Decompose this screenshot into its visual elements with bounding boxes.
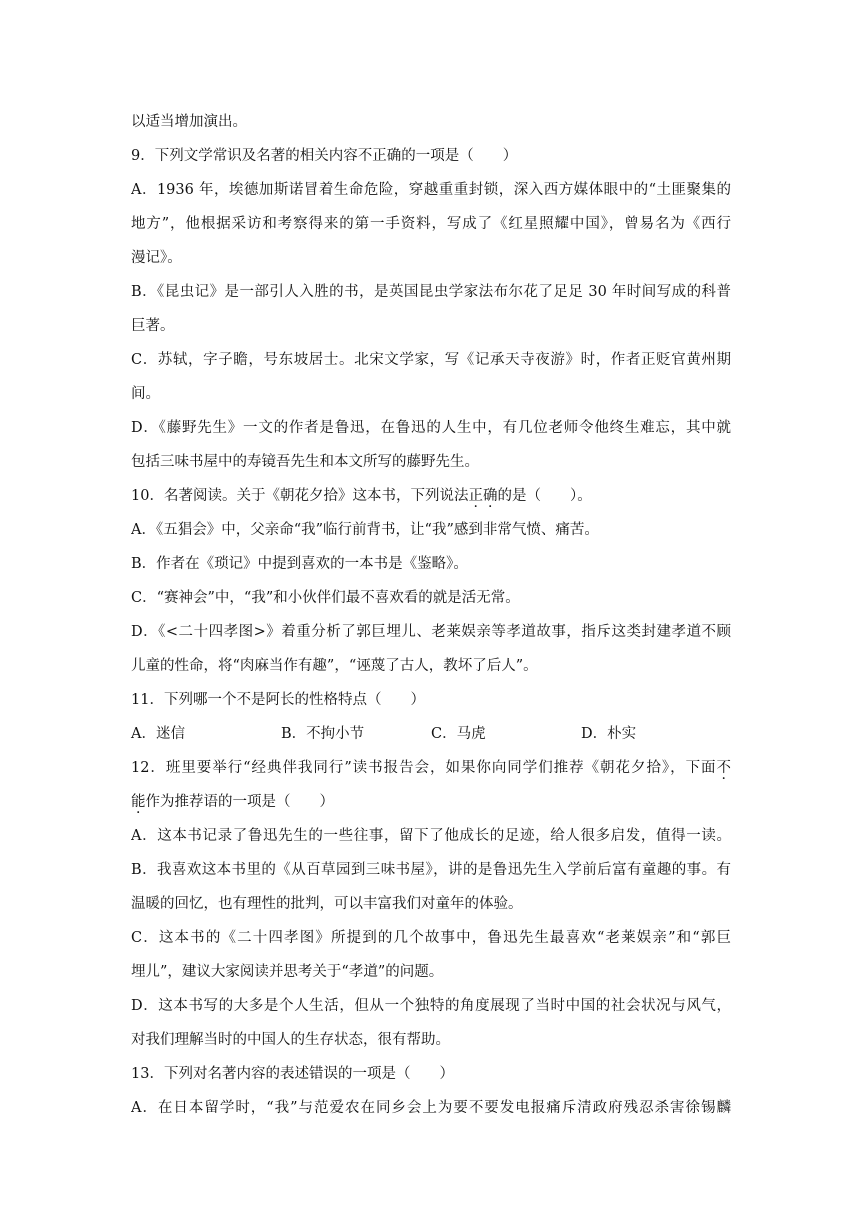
emphasis-dot-char: 不 xyxy=(716,760,731,776)
question-9-option-a: A．1936 年，埃德加斯诺冒着生命危险，穿越重重封锁，深入西方媒体眼中的“土匪聚集的 xyxy=(131,182,731,198)
question-13-option-a: A．在日本留学时，“我”与范爱农在同乡会上为要不要发电报痛斥清政府残忍杀害徐锡麟 xyxy=(131,1100,731,1116)
question-9-option-b-cont: 巨著。 xyxy=(131,318,175,334)
question-10-option-b: B．作者在《琐记》中提到喜欢的一本书是《鉴略》。 xyxy=(131,556,468,572)
question-10-option-c: C．“赛神会”中，“我”和小伙伴们最不喜欢看的就是活无常。 xyxy=(131,590,520,606)
exam-text xyxy=(131,105,731,1125)
emphasis-dot-char: 确 xyxy=(482,488,498,504)
question-12-option-c: C．这本书的《二十四孝图》所提到的几个故事中，鲁迅先生最喜欢“老莱娱亲”和“郭巨 xyxy=(131,930,731,946)
question-9-option-b: B．《昆虫记》是一部引人入胜的书，是英国昆虫学家法布尔花了足足 30 年时间写成的科普 xyxy=(131,284,731,300)
emphasis-dot-char: 正 xyxy=(468,488,483,504)
question-12-option-a: A．这本书记录了鲁迅先生的一些往事，留下了他成长的足迹，给人很多启发，值得一读。 xyxy=(131,828,731,844)
text-line: 以适当增加演出。 xyxy=(131,114,247,130)
emphasis-dot-char: 能 xyxy=(131,794,146,810)
question-11-option-a: A．迷信 xyxy=(131,726,185,742)
question-9-option-a-cont: 地方”，他根据采访和考察得来的第一手资料，写成了《红星照耀中国》，曾易名为《西行 xyxy=(131,216,731,232)
question-12-stem: 12．班里要举行“经典伴我同行”读书报告会，如果你向同学们推荐《朝花夕拾》，下面不 xyxy=(131,760,731,776)
question-11-option-d: D．朴实 xyxy=(581,726,637,742)
question-9-option-a-cont: 漫记》。 xyxy=(131,250,182,266)
question-11-stem: 11．下列哪一个不是阿长的性格特点（ ） xyxy=(131,692,425,708)
question-12-option-b: B．我喜欢这本书里的《从百草园到三味书屋》，讲的是鲁迅先生入学前后富有童趣的事。有 xyxy=(131,862,731,878)
question-10-option-d-cont: 儿童的性命，将“肉麻当作有趣”，“诬蔑了古人，教坏了后人”。 xyxy=(131,658,538,674)
question-9-option-d: D．《藤野先生》一文的作者是鲁迅，在鲁迅的人生中，有几位老师令他终生难忘，其中就 xyxy=(131,420,731,436)
question-9-option-d-cont: 包括三味书屋中的寿镜吾先生和本文所写的藤野先生。 xyxy=(131,454,479,470)
question-9-option-c-cont: 间。 xyxy=(131,386,160,402)
question-10-option-d: D．《<二十四孝图>》着重分析了郭巨埋儿、老莱娱亲等孝道故事，指斥这类封建孝道不顾 xyxy=(131,624,731,640)
question-12-option-b-cont: 温暖的回忆，也有理性的批判，可以丰富我们对童年的体验。 xyxy=(131,896,523,912)
question-13-stem: 13．下列对名著内容的表述错误的一项是（ ） xyxy=(131,1066,454,1082)
question-11-option-c: C．马虎 xyxy=(431,726,486,742)
question-12-stem-cont: 能作为推荐语的一项是（ ） xyxy=(131,794,334,810)
question-10-stem: 10．名著阅读。关于《朝花夕拾》这本书，下列说法正确的是（ ）。 xyxy=(131,488,592,504)
question-12-option-c-cont: 埋儿”，建议大家阅读并思考关于“孝道”的问题。 xyxy=(131,964,444,980)
question-10-option-a: A．《五猖会》中，父亲命“我”临行前背书，让“我”感到非常气愤、痛苦。 xyxy=(131,522,599,538)
question-11-option-b: B．不拘小节 xyxy=(281,726,365,742)
question-12-option-d-cont: 对我们理解当时的中国人的生存状态，很有帮助。 xyxy=(131,1032,450,1048)
question-9-stem: 9．下列文学常识及名著的相关内容不正确的一项是（ ） xyxy=(131,148,518,164)
question-11-options xyxy=(131,717,731,751)
question-9-option-c: C．苏轼，字子瞻，号东坡居士。北宋文学家，写《记承天寺夜游》时，作者正贬官黄州期 xyxy=(131,352,731,368)
question-12-option-d: D．这本书写的大多是个人生活，但从一个独特的角度展现了当时中国的社会状况与风气， xyxy=(131,998,731,1014)
